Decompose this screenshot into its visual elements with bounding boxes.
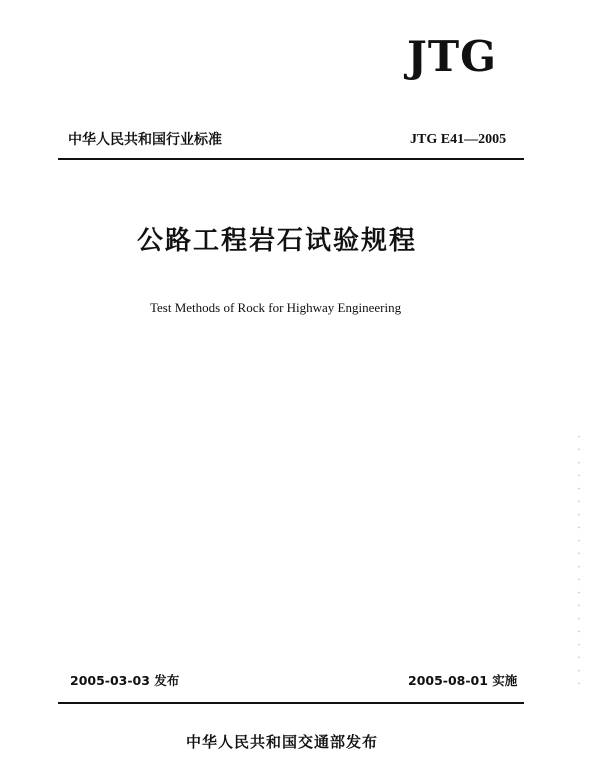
publisher: 中华人民共和国交通部发布 — [186, 733, 379, 751]
footer-divider — [58, 702, 524, 704]
issue-date: 2005-03-03 发布 — [70, 673, 180, 688]
standard-number: JTG E41—2005 — [410, 132, 507, 147]
header-divider — [58, 158, 524, 160]
document-title-english: Test Methods of Rock for Highway Engineering — [150, 300, 402, 315]
standard-category: 中华人民共和国行业标准 — [68, 132, 222, 148]
implementation-date: 2005-08-01 实施 — [408, 673, 518, 688]
scan-speckles — [576, 430, 582, 690]
jtg-logo: JTG — [407, 32, 497, 81]
document-title-chinese: 公路工程岩石试验规程 — [137, 226, 418, 256]
